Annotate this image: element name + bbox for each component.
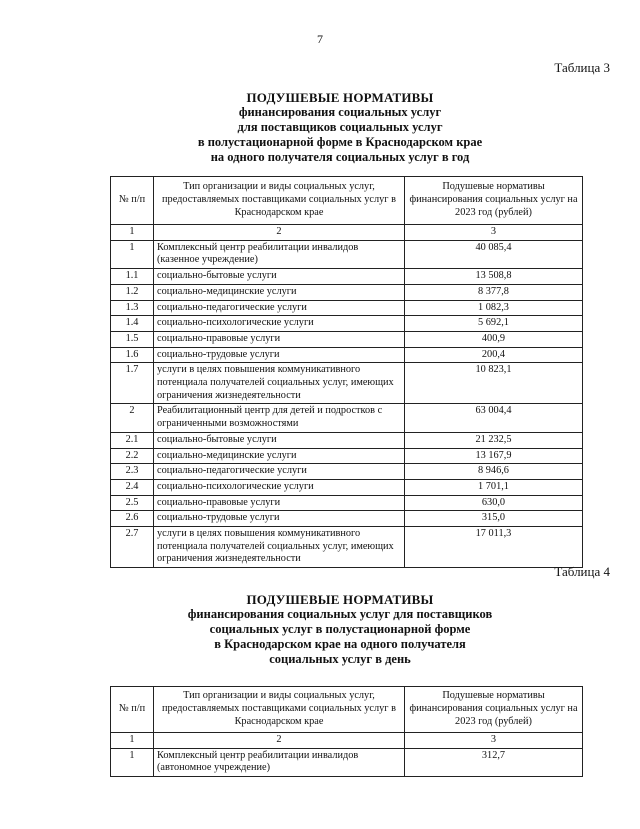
table-row	[111, 511, 583, 527]
table-3	[110, 176, 583, 568]
table-row	[111, 404, 583, 432]
row-name: социально-трудовые услуги	[154, 511, 405, 527]
row-name: социально-бытовые услуги	[154, 269, 405, 285]
index-cell: 3	[405, 225, 583, 241]
heading-line: социальных услуг в полустационарной форме	[209, 622, 471, 636]
row-number: 1	[111, 748, 154, 776]
table-4	[110, 686, 583, 777]
row-number: 1.1	[111, 269, 154, 285]
row-value: 13 167,9	[405, 448, 583, 464]
row-name: социально-медицинские услуги	[154, 448, 405, 464]
page-number: 7	[317, 32, 323, 46]
table-row	[111, 479, 583, 495]
heading-line: на одного получателя социальных услуг в год	[210, 150, 470, 164]
row-name: социально-психологические услуги	[154, 316, 405, 332]
row-number: 2	[111, 404, 154, 432]
row-number: 1.5	[111, 331, 154, 347]
table-row	[111, 448, 583, 464]
row-number: 2.7	[111, 527, 154, 568]
table-row	[111, 464, 583, 480]
row-name: услуги в целях повышения коммуникативного потенциала получателей социальных услуг, имеющих ограничения жизнедеятельности	[154, 363, 405, 404]
col-header-value: Подушевые нормативы финансирования социальных услуг на 2023 год (рублей)	[405, 177, 583, 225]
heading-line: социальных услуг в день	[269, 652, 411, 666]
row-number: 1.2	[111, 284, 154, 300]
row-name: социально-бытовые услуги	[154, 432, 405, 448]
row-number: 1.6	[111, 347, 154, 363]
table-row	[111, 316, 583, 332]
row-number: 2.6	[111, 511, 154, 527]
row-name: социально-правовые услуги	[154, 331, 405, 347]
index-cell: 1	[111, 733, 154, 749]
row-number: 2.3	[111, 464, 154, 480]
row-number: 2.1	[111, 432, 154, 448]
row-value: 63 004,4	[405, 404, 583, 432]
row-value: 40 085,4	[405, 240, 583, 268]
col-header-value: Подушевые нормативы финансирования социальных услуг на 2023 год (рублей)	[405, 687, 583, 733]
table-4-heading	[120, 592, 560, 667]
table-row	[111, 495, 583, 511]
index-cell: 1	[111, 225, 154, 241]
row-value: 630,0	[405, 495, 583, 511]
row-value: 5 692,1	[405, 316, 583, 332]
heading-line: в полустационарной форме в Краснодарском крае	[197, 135, 483, 149]
index-cell: 2	[154, 733, 405, 749]
table-3-body	[111, 240, 583, 567]
row-value: 312,7	[405, 748, 583, 776]
row-name: социально-трудовые услуги	[154, 347, 405, 363]
index-cell: 2	[154, 225, 405, 241]
table-row	[111, 300, 583, 316]
table-row	[111, 432, 583, 448]
table-4-label: Таблица 4	[554, 564, 610, 579]
row-number: 2.4	[111, 479, 154, 495]
table-row	[111, 269, 583, 285]
table-row	[111, 527, 583, 568]
table-4-body	[111, 748, 583, 776]
row-value: 21 232,5	[405, 432, 583, 448]
row-name: услуги в целях повышения коммуникативного потенциала получателей социальных услуг, имеющих ограничения жизнедеятельности	[154, 527, 405, 568]
table-row	[111, 240, 583, 268]
row-number: 2.5	[111, 495, 154, 511]
row-value: 8 377,8	[405, 284, 583, 300]
row-name: Реабилитационный центр для детей и подростков с ограниченными возможностями	[154, 404, 405, 432]
table-row	[111, 331, 583, 347]
row-number: 1	[111, 240, 154, 268]
row-value: 200,4	[405, 347, 583, 363]
row-value: 315,0	[405, 511, 583, 527]
row-name: социально-педагогические услуги	[154, 464, 405, 480]
col-header-type: Тип организации и виды социальных услуг, предоставляемых поставщиками социальных услуг в Краснодарском крае	[154, 687, 405, 733]
heading-line: в Краснодарском крае на одного получателя	[214, 637, 466, 651]
heading-line: для поставщиков социальных услуг	[237, 120, 443, 134]
table-row	[111, 748, 583, 776]
table-3-label: Таблица 3	[554, 60, 610, 75]
row-name: социально-медицинские услуги	[154, 284, 405, 300]
index-cell: 3	[405, 733, 583, 749]
row-number: 1.4	[111, 316, 154, 332]
heading-line: ПОДУШЕВЫЕ НОРМАТИВЫ	[246, 90, 434, 105]
row-value: 1 701,1	[405, 479, 583, 495]
row-number: 1.3	[111, 300, 154, 316]
row-name: Комплексный центр реабилитации инвалидов (автономное учреждение)	[154, 748, 405, 776]
row-name: социально-правовые услуги	[154, 495, 405, 511]
row-value: 8 946,6	[405, 464, 583, 480]
heading-line: финансирования социальных услуг	[238, 105, 442, 119]
row-name: социально-психологические услуги	[154, 479, 405, 495]
heading-line: ПОДУШЕВЫЕ НОРМАТИВЫ	[246, 592, 434, 607]
row-value: 10 823,1	[405, 363, 583, 404]
col-header-type: Тип организации и виды социальных услуг, предоставляемых поставщиками социальных услуг в Краснодарском крае	[154, 177, 405, 225]
col-header-no: № п/п	[111, 687, 154, 733]
table-3-heading	[120, 90, 560, 165]
row-value: 400,9	[405, 331, 583, 347]
row-name: Комплексный центр реабилитации инвалидов (казенное учреждение)	[154, 240, 405, 268]
table-row	[111, 363, 583, 404]
heading-line: финансирования социальных услуг для поставщиков	[187, 607, 493, 621]
col-header-no: № п/п	[111, 177, 154, 225]
table-row	[111, 347, 583, 363]
row-number: 2.2	[111, 448, 154, 464]
row-value: 17 011,3	[405, 527, 583, 568]
row-value: 13 508,8	[405, 269, 583, 285]
row-number: 1.7	[111, 363, 154, 404]
table-row	[111, 284, 583, 300]
row-value: 1 082,3	[405, 300, 583, 316]
row-name: социально-педагогические услуги	[154, 300, 405, 316]
